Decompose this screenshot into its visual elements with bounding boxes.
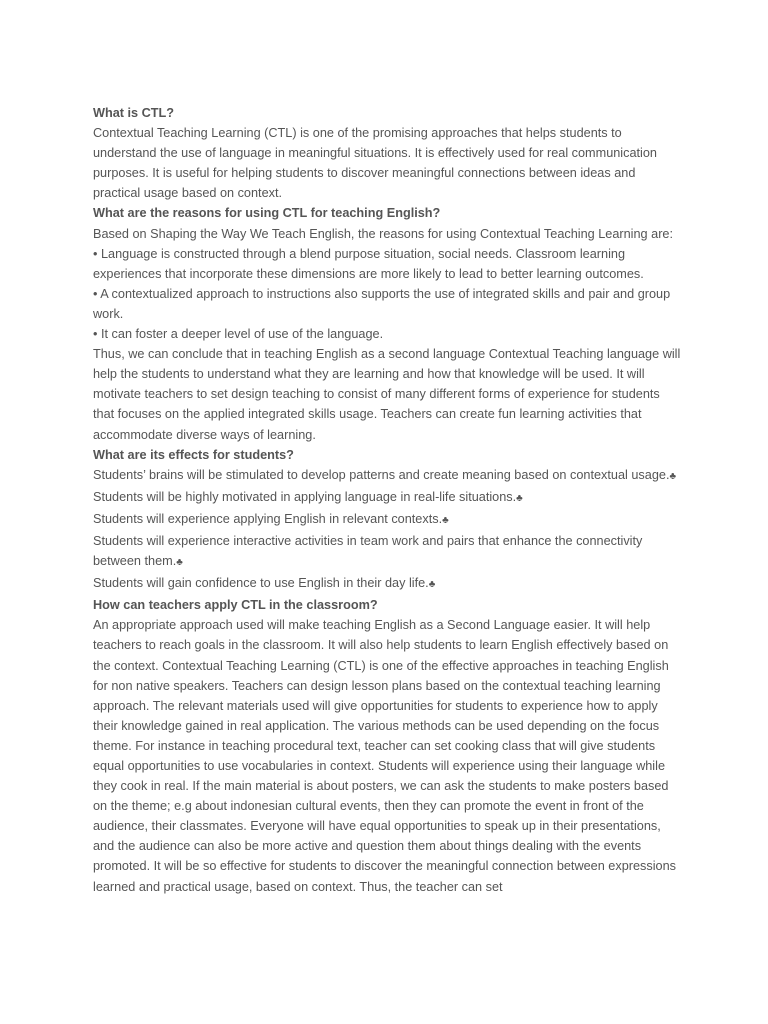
club-icon: ♣ [176, 557, 183, 569]
effect-text: Students will be highly motivated in applying language in real-life situations. [93, 489, 517, 504]
club-icon: ♣ [442, 514, 449, 526]
effect-text: Students will experience applying English in relevant contexts. [93, 511, 443, 526]
heading-reasons: What are the reasons for using CTL for teaching English? [93, 206, 441, 221]
reason-item: • A contextualized approach to instructions also supports the use of integrated skills and pair and group work. [93, 286, 671, 321]
effect-item [93, 509, 683, 531]
paragraph-definition: Contextual Teaching Learning (CTL) is one of the promising approaches that helps students to understand the use of language in meaningful situations. It is effectively used for real communication purposes. It is useful for helping students to discover meaningful connections between ideas and practical usage based on context. [93, 126, 657, 201]
effect-item [93, 531, 683, 573]
paragraph-conclusion: Thus, we can conclude that in teaching English as a second language Contextual Teaching language will help the students to understand what they are learning and how that knowledge will be used. It will motivate teachers to set design teaching to consist of many different forms of experience for students that focuses on the applied integrated skills usage. Teachers can create fun learning activities that accommodate diverse ways of learning. [93, 347, 681, 442]
reason-item: • It can foster a deeper level of use of the language. [93, 327, 384, 342]
heading-what-is-ctl: What is CTL? [93, 106, 175, 120]
effect-text: Students will experience interactive activities in team work and pairs that enhance the connectivity between them. [93, 533, 643, 569]
document-body [93, 103, 683, 897]
heading-effects: What are its effects for students? [93, 447, 294, 462]
effect-item [93, 487, 683, 509]
club-icon: ♣ [428, 579, 436, 591]
reason-item: • Language is constructed through a blend purpose situation, social needs. Classroom learning experiences that incorporate these dimensions are more likely to lead to better learning outcomes. [93, 246, 644, 281]
club-icon: ♣ [516, 492, 523, 504]
paragraph-apply: An appropriate approach used will make teaching English as a Second Language easier. It will help teachers to reach goals in the classroom. It will also help students to learn English effectively based on the context. Contextual Teaching Learning (CTL) is one of the effective approaches in teaching English for non native speakers. Teachers can design lesson plans based on the contextual teaching learning approach. The relevant materials used will give opportunities for students to experience how to apply their knowledge gained in real application. The various methods can be used depending on the focus theme. For instance in teaching procedural text, teacher can set cooking class that will give students equal opportunities to use vocabularies in context. Students will experience using their language while they cook in real. If the main material is about posters, we can ask the students to make posters based on the theme; e.g about indonesian cultural events, then they can promote the event in front of the audience, their classmates. Everyone will have equal opportunities to speak up in their presentations, and the audience can also be more active and question them about things dealing with the events promoted. It will be so effective for students to discover the meaningful connection between expressions learned and practical usage, based on context. Thus, the teacher can set [93, 618, 677, 894]
heading-apply: How can teachers apply CTL in the classroom? [93, 598, 378, 613]
effect-item [93, 465, 683, 487]
effect-item [93, 573, 683, 595]
effect-text: Students’ brains will be stimulated to develop patterns and create meaning based on contextual usage. [93, 467, 670, 482]
club-icon: ♣ [669, 470, 677, 482]
effect-text: Students will gain confidence to use English in their day life. [93, 576, 429, 591]
paragraph-reasons-intro: Based on Shaping the Way We Teach English, the reasons for using Contextual Teaching Learning are: [93, 226, 673, 241]
